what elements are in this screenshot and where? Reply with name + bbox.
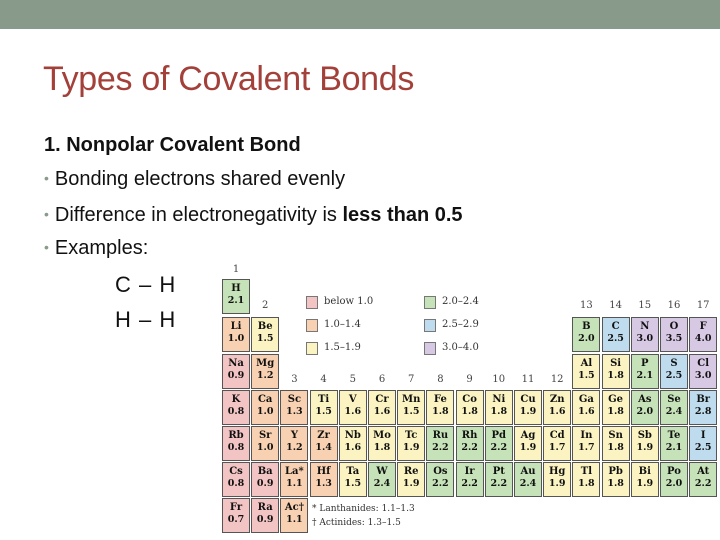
electronegativity-value: 3.0 [694, 370, 712, 381]
element-cell-zn [543, 390, 571, 425]
element-symbol: Po [667, 466, 681, 477]
element-symbol: Pd [491, 430, 507, 441]
group-label-7: 7 [408, 374, 415, 385]
electronegativity-value: 1.0 [227, 333, 245, 344]
element-symbol: Re [403, 466, 419, 477]
element-symbol: H [231, 283, 241, 294]
bullet-1-text: Bonding electrons shared evenly [54, 168, 346, 190]
element-symbol: Cl [697, 358, 710, 369]
element-cell-se [660, 390, 688, 425]
element-symbol: Mo [373, 430, 391, 441]
electronegativity-value: 1.8 [373, 442, 391, 453]
element-symbol: Fe [433, 394, 447, 405]
electronegativity-value: 0.7 [227, 514, 245, 525]
element-cell-ni [485, 390, 513, 425]
element-cell-ac [280, 498, 308, 533]
element-cell-ir [456, 462, 484, 497]
element-cell-cu [514, 390, 542, 425]
element-cell-at [689, 462, 717, 497]
electronegativity-value: 1.9 [636, 478, 654, 489]
lanthanides-footnote: * Lanthanides: 1.1–1.3 [312, 504, 415, 514]
element-symbol: Cd [549, 430, 565, 441]
element-cell-as [631, 390, 659, 425]
bullet-3-text: Examples: [54, 237, 149, 259]
electronegativity-value: 1.2 [256, 370, 274, 381]
slide-top-bar [0, 0, 720, 29]
electronegativity-value: 2.5 [665, 370, 683, 381]
element-symbol: Fr [229, 502, 243, 513]
element-cell-fe [426, 390, 454, 425]
legend-swatch-2-5-2-9 [424, 319, 436, 332]
element-cell-k [222, 390, 250, 425]
element-cell-li [222, 317, 250, 352]
electronegativity-value: 1.0 [256, 442, 274, 453]
element-symbol: Mg [256, 358, 275, 369]
element-cell-c [602, 317, 630, 352]
element-cell-pt [485, 462, 513, 497]
legend-swatch-3-0-4-0 [424, 342, 436, 355]
electronegativity-value: 1.1 [286, 514, 303, 525]
bullet-2 [44, 204, 463, 227]
element-symbol: Bi [638, 466, 651, 477]
element-symbol: S [670, 358, 678, 369]
electronegativity-value: 2.5 [607, 333, 624, 344]
electronegativity-value: 2.0 [636, 406, 654, 417]
element-symbol: Te [667, 430, 681, 441]
electronegativity-value: 2.0 [578, 333, 595, 344]
element-cell-tl [572, 462, 600, 497]
element-cell-pd [485, 426, 513, 461]
element-symbol: Ac† [284, 502, 304, 513]
element-cell-tc [397, 426, 425, 461]
electronegativity-value: 0.8 [227, 406, 245, 417]
group-label-12: 12 [550, 374, 564, 385]
bullet-2-bold-text: less than 0.5 [342, 204, 463, 226]
element-symbol: Hf [316, 466, 331, 477]
electronegativity-value: 0.9 [256, 478, 274, 489]
group-label-9: 9 [466, 374, 473, 385]
bullet-2-text: Difference in electronegativity is [54, 204, 343, 226]
electronegativity-value: 1.8 [490, 406, 508, 417]
group-label-15: 15 [638, 300, 652, 311]
element-cell-sr [251, 426, 279, 461]
electronegativity-value: 1.5 [315, 406, 332, 417]
bullet-dot-icon: • [44, 170, 49, 186]
actinides-footnote: † Actinides: 1.3–1.5 [312, 518, 401, 528]
element-symbol: Pt [492, 466, 505, 477]
group-label-1: 1 [232, 264, 240, 275]
element-symbol: Y [290, 430, 298, 441]
electronegativity-value: 1.8 [461, 406, 478, 417]
element-cell-hf [310, 462, 338, 497]
element-symbol: Sn [608, 430, 623, 441]
element-cell-f [689, 317, 717, 352]
electronegativity-value: 1.7 [578, 442, 595, 453]
element-cell-co [456, 390, 484, 425]
element-cell-sb [631, 426, 659, 461]
electronegativity-value: 0.9 [256, 514, 274, 525]
electronegativity-value: 1.9 [519, 406, 537, 417]
element-symbol: Tl [580, 466, 593, 477]
element-cell-cs [222, 462, 250, 497]
group-label-8: 8 [437, 374, 444, 385]
electronegativity-value: 2.1 [636, 370, 654, 381]
electronegativity-value: 3.0 [636, 333, 654, 344]
electronegativity-value: 1.8 [607, 478, 624, 489]
legend-label: 2.0–2.4 [442, 296, 479, 307]
element-cell-ga [572, 390, 600, 425]
element-cell-mn [397, 390, 425, 425]
element-symbol: As [638, 394, 652, 405]
element-symbol: Ag [520, 430, 536, 441]
element-symbol: F [699, 321, 707, 332]
element-symbol: Na [228, 358, 244, 369]
element-cell-ti [310, 390, 338, 425]
electronegativity-value: 2.1 [227, 295, 245, 306]
electronegativity-value: 1.9 [402, 478, 420, 489]
element-cell-po [660, 462, 688, 497]
element-symbol: Ba [257, 466, 273, 477]
element-cell-mg [251, 354, 279, 389]
element-symbol: C [611, 321, 620, 332]
element-cell-au [514, 462, 542, 497]
electronegativity-value: 1.0 [256, 406, 274, 417]
element-cell-ru [426, 426, 454, 461]
element-symbol: W [376, 466, 388, 477]
element-cell-na [222, 354, 250, 389]
group-label-3: 3 [291, 374, 298, 385]
electronegativity-value: 1.8 [607, 370, 624, 381]
bullet-dot-icon: • [44, 206, 49, 222]
element-cell-y [280, 426, 308, 461]
element-cell-n [631, 317, 659, 352]
element-symbol: In [580, 430, 593, 441]
electronegativity-value: 2.2 [490, 442, 508, 453]
electronegativity-value: 1.7 [548, 442, 566, 453]
element-symbol: Cr [375, 394, 389, 405]
element-symbol: Mn [402, 394, 421, 405]
electronegativity-value: 0.8 [227, 478, 245, 489]
element-cell-ag [514, 426, 542, 461]
bullet-dot-icon: • [44, 239, 49, 255]
element-cell-cr [368, 390, 396, 425]
element-symbol: Ru [432, 430, 449, 441]
element-symbol: Cs [229, 466, 243, 477]
element-symbol: Ra [257, 502, 273, 513]
element-cell-in [572, 426, 600, 461]
element-cell-ca [251, 390, 279, 425]
element-symbol: Cu [520, 394, 536, 405]
electronegativity-value: 1.6 [373, 406, 391, 417]
electronegativity-value: 1.4 [315, 442, 332, 453]
element-symbol: Rb [228, 430, 244, 441]
electronegativity-value: 1.8 [432, 406, 449, 417]
slide-title: Types of Covalent Bonds [43, 60, 415, 98]
element-symbol: Br [696, 394, 711, 405]
element-symbol: N [640, 321, 650, 332]
element-cell-si [602, 354, 630, 389]
element-cell-w [368, 462, 396, 497]
element-symbol: Ta [346, 466, 360, 477]
element-symbol: Nb [344, 430, 361, 441]
electronegativity-value: 1.8 [578, 478, 595, 489]
element-symbol: Sb [637, 430, 652, 441]
element-cell-te [660, 426, 688, 461]
element-cell-hg [543, 462, 571, 497]
legend-swatch-2-0-2-4 [424, 296, 436, 309]
element-cell-b [572, 317, 600, 352]
electronegativity-value: 2.2 [461, 478, 478, 489]
element-cell-fr [222, 498, 250, 533]
element-symbol: Os [433, 466, 448, 477]
element-symbol: Sr [258, 430, 272, 441]
element-cell-bi [631, 462, 659, 497]
electronegativity-value: 1.8 [607, 406, 624, 417]
element-cell-rh [456, 426, 484, 461]
element-cell-ra [251, 498, 279, 533]
element-symbol: Si [610, 358, 622, 369]
electronegativity-value: 1.6 [344, 406, 362, 417]
example-formula-1: C – H [115, 272, 177, 297]
element-symbol: Li [230, 321, 242, 332]
element-symbol: Be [257, 321, 273, 332]
electronegativity-value: 0.8 [227, 442, 245, 453]
electronegativity-value: 1.5 [402, 406, 420, 417]
electronegativity-value: 2.4 [665, 406, 683, 417]
element-symbol: Ga [578, 394, 594, 405]
electronegativity-value: 2.4 [373, 478, 391, 489]
group-label-4: 4 [320, 374, 327, 385]
element-cell-ba [251, 462, 279, 497]
group-label-16: 16 [667, 300, 681, 311]
element-symbol: Zn [549, 394, 565, 405]
group-label-5: 5 [349, 374, 356, 385]
element-symbol: Zr [317, 430, 330, 441]
element-cell-nb [339, 426, 367, 461]
electronegativity-value: 1.3 [315, 478, 332, 489]
element-cell-os [426, 462, 454, 497]
group-label-6: 6 [378, 374, 386, 385]
electronegativity-value: 1.6 [548, 406, 566, 417]
example-formula-2: H – H [115, 307, 177, 332]
element-cell-cl [689, 354, 717, 389]
electronegativity-value: 2.2 [461, 442, 478, 453]
element-symbol: O [669, 321, 679, 332]
element-symbol: At [697, 466, 710, 477]
electronegativity-value: 0.9 [227, 370, 245, 381]
element-symbol: Ni [492, 394, 506, 405]
electronegativity-value: 2.5 [694, 442, 712, 453]
element-cell-br [689, 390, 717, 425]
section-heading: 1. Nonpolar Covalent Bond [44, 134, 301, 156]
element-cell-cd [543, 426, 571, 461]
element-cell-ge [602, 390, 630, 425]
electronegativity-value: 1.5 [256, 333, 274, 344]
element-cell-ta [339, 462, 367, 497]
electronegativity-value: 2.2 [490, 478, 508, 489]
element-symbol: Sc [287, 394, 302, 405]
element-cell-h [222, 279, 250, 314]
element-symbol: Au [520, 466, 536, 477]
legend-label: 1.5–1.9 [324, 342, 361, 353]
electronegativity-value: 1.9 [519, 442, 537, 453]
element-cell-be [251, 317, 279, 352]
element-cell-pb [602, 462, 630, 497]
group-label-11: 11 [521, 374, 535, 385]
legend-swatch-1-5-1-9 [306, 342, 318, 355]
element-cell-sc [280, 390, 308, 425]
legend-label: 3.0–4.0 [442, 342, 479, 353]
element-symbol: Hg [548, 466, 566, 477]
element-symbol: Ti [317, 394, 330, 405]
bullet-3 [44, 237, 148, 260]
group-label-2: 2 [262, 300, 269, 311]
element-cell-i [689, 426, 717, 461]
electronegativity-value: 1.6 [578, 406, 595, 417]
legend-label: 1.0–1.4 [324, 319, 361, 330]
legend-label: 2.5–2.9 [442, 319, 479, 330]
legend-swatch-below-1-0 [306, 296, 318, 309]
element-symbol: Ca [257, 394, 273, 405]
element-symbol: Al [580, 358, 593, 369]
element-symbol: Ge [608, 394, 624, 405]
element-cell-mo [368, 426, 396, 461]
electronegativity-value: 1.3 [286, 406, 303, 417]
bullet-1 [44, 168, 345, 191]
electronegativity-value: 1.2 [286, 442, 303, 453]
element-symbol: K [231, 394, 241, 405]
group-label-14: 14 [609, 300, 622, 311]
electronegativity-periodic-table [218, 262, 720, 540]
element-symbol: Co [462, 394, 477, 405]
electronegativity-value: 1.9 [548, 478, 566, 489]
electronegativity-value: 2.0 [665, 478, 683, 489]
legend-label: below 1.0 [324, 296, 374, 307]
electronegativity-value: 2.1 [665, 442, 683, 453]
element-cell-o [660, 317, 688, 352]
electronegativity-value: 1.5 [578, 370, 595, 381]
element-symbol: B [582, 321, 591, 332]
electronegativity-value: 1.1 [286, 478, 303, 489]
electronegativity-value: 2.8 [694, 406, 712, 417]
actinides-footnote-text: Actinides: 1.3–1.5 [319, 518, 401, 528]
electronegativity-value: 1.8 [607, 442, 624, 453]
element-cell-zr [310, 426, 338, 461]
electronegativity-value: 3.5 [665, 333, 683, 344]
element-symbol: P [641, 358, 649, 369]
element-cell-sn [602, 426, 630, 461]
electronegativity-value: 2.2 [432, 478, 449, 489]
element-cell-v [339, 390, 367, 425]
element-symbol: Pb [608, 466, 623, 477]
element-cell-la [280, 462, 308, 497]
electronegativity-value: 2.4 [519, 478, 537, 489]
electronegativity-value: 1.9 [636, 442, 654, 453]
element-symbol: La* [285, 466, 304, 477]
element-cell-al [572, 354, 600, 389]
group-label-13: 13 [580, 300, 593, 311]
electronegativity-value: 1.6 [344, 442, 362, 453]
electronegativity-value: 2.2 [432, 442, 449, 453]
element-symbol: Ir [464, 466, 475, 477]
element-cell-re [397, 462, 425, 497]
element-cell-rb [222, 426, 250, 461]
element-symbol: I [700, 430, 706, 441]
electronegativity-value: 2.2 [694, 478, 712, 489]
legend-swatch-1-0-1-4 [306, 319, 318, 332]
electronegativity-value: 1.9 [402, 442, 420, 453]
element-cell-s [660, 354, 688, 389]
electronegativity-value: 1.5 [344, 478, 362, 489]
lanthanides-footnote-text: Lanthanides: 1.1–1.3 [319, 504, 415, 514]
group-label-10: 10 [492, 374, 506, 385]
electronegativity-value: 4.0 [694, 333, 712, 344]
element-symbol: V [348, 394, 357, 405]
element-symbol: Rh [461, 430, 478, 441]
element-cell-p [631, 354, 659, 389]
element-symbol: Se [667, 394, 681, 405]
element-symbol: Tc [404, 430, 418, 441]
group-label-17: 17 [696, 300, 710, 311]
